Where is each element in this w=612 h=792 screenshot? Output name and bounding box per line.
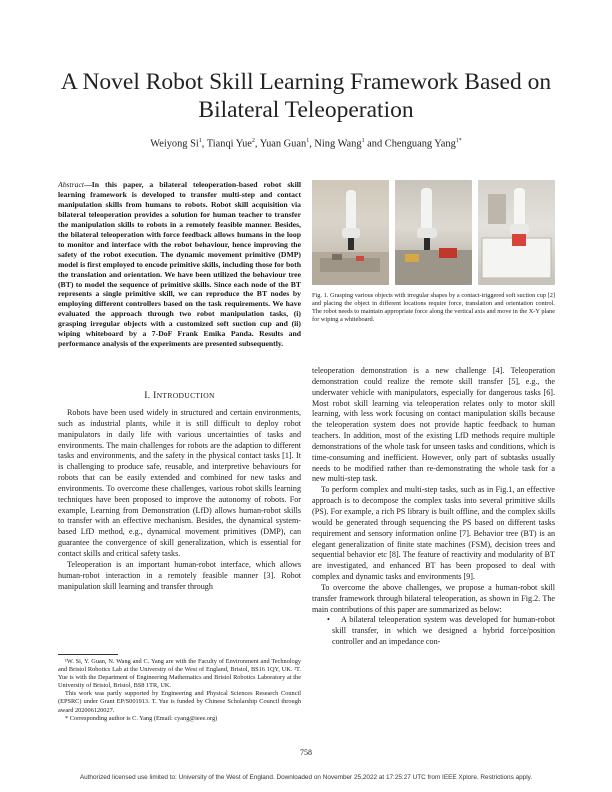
intro-text (58, 408, 301, 592)
author-name: , Tianqi Yue (201, 138, 252, 150)
section-number: I. (144, 390, 151, 401)
figure-photo-wiping (478, 180, 555, 285)
author-name: and Chenguang Yang (364, 138, 456, 150)
section-heading (58, 390, 301, 401)
figure-1 (312, 180, 555, 285)
author-affil: 1 (198, 138, 202, 144)
license-footer: Authorized licensed use limited to: University of the West of England. Downloaded on November 25,2022 at 17:25:27 UTC from IEEE Xplore. Restrictions apply. (79, 774, 533, 781)
section-title-rest: NTRODUCTION (156, 391, 215, 400)
body-paragraph: To perform complex and multi-step tasks, such as in Fig.1, an effective approach is to decompose the complex tasks into several primitive skills (PS). For example, a rich PS library is built offline, and the complex skills would be generated through sequencing the PS based on different tasks requirement and sensory information online [7]. Behavior tree (BT) is an elegant generalization of finite state machines (FSM), decision trees and sequential behavior etc [8]. The feature of reactivity and modularity of BT are investigated, and enhanced BT has been proposed to deal with complex and dynamic tasks and environments [9]. (312, 485, 555, 582)
figure-photo-grasping (312, 180, 389, 285)
robot-placing-photo-illustration (395, 180, 472, 285)
abstract-label: Abstract (58, 180, 85, 189)
abstract (58, 180, 301, 349)
section-title-first: I (153, 390, 157, 401)
author-line (50, 138, 562, 149)
paper-title: A Novel Robot Skill Learning Framework Based on Bilateral Teleoperation (60, 69, 552, 123)
body-paragraph: To overcome the above challenges, we propose a human-robot skill transfer framework through bilateral teleoperation, as shown in Fig.2. The main contributions of this paper are summarized as below: (312, 582, 555, 614)
bullet-text: A bilateral teleoperation system was developed for human-robot skill transfer, in which we designed a hybrid force/position controller and an impedance con- (332, 615, 555, 647)
bullet-dot-icon: • (327, 615, 330, 625)
author-affil: 1 (361, 138, 365, 144)
footnote-affiliations: ¹W. Si, Y. Guan, N. Wang and C. Yang are with the Faculty of Environment and Technology and Bristol Robotics Lab at the University of the West of England, Bristol, BS16 1QY, UK. ²T. Yue is with the Department of Engineering Mathematics and Bristol Robotics Laboratory at the University of Bristol, Bristol, BS8 1TR, UK. (58, 658, 301, 690)
author-affil: 1 (306, 138, 310, 144)
body-paragraph: teleoperation demonstration is a new challenge [4]. Teleoperation demonstration could realize the remote skill transfer [5], e.g., the underwater vehicle with manipulators, especially for dangerous tasks [6]. Most robot skill learning via teleoperation relates only to motor skill learning, with less work focusing on contact manipulation skills because the teleoperation system does not provide haptic feedback to human teachers. In addition, most of the existing LfD methods require multiple demonstrations of the whole task for unseen tasks and conditions, which is time-consuming and inefficient. However, only part of subtasks usually needs to be modified rather than re-demonstrating the whole task for a new multi-step task. (312, 366, 555, 484)
author-name: Weiyong Si (150, 138, 199, 150)
right-column-text (312, 366, 555, 648)
figure-caption: Fig. 1. Grasping various objects with irregular shapes by a contact-triggered soft suction cup [2] and placing the object in different locations require force, translation and orientation control. The robot needs to maintain appropriate force along the vertical axis and move in the X-Y plane for wiping a whiteboard. (312, 292, 555, 324)
figure-photo-placing (395, 180, 472, 285)
intro-paragraph: Teleoperation is an important human-robot interface, which allows human-robot interaction in a remotely feasible manner [3]. Robot manipulation skill learning and transfer through (58, 559, 301, 591)
robot-arm-photo-illustration (312, 180, 389, 285)
author-affil: 2 (251, 138, 255, 144)
author-name: , Yuan Guan (254, 138, 307, 150)
footnote-rule (58, 654, 118, 655)
footnote-corresponding: * Corresponding author is C. Yang (Email: cyang@ieee.org) (65, 714, 218, 722)
page-number: 758 (300, 748, 312, 757)
contribution-bullet (312, 615, 555, 648)
intro-paragraph: Robots have been used widely in structured and certain environments, such as industrial plants, while it is still difficult to deploy robot manipulators in daily life with various uncertainties of tasks and environments. The main challenges for robots are the adaption to different tasks and environments, and the safety in the physical contact tasks [1]. It is challenging to produce safe, reusable, and interpretive behaviours for robots that can be easily extended and combined for new tasks and environments. To overcome these challenges, various robot skills learning techniques have been proposed to improve the autonomy of robots. For example, Learning from Demonstration (LfD) allows human-robot skills to transfer with an effective mechanism. Besides, the dynamical system-based LfD method, e.g., dynamical movement primitives (DMP), can guarantee the convergence of skill generalization, which is essential for contact skills and critical safety tasks. (58, 408, 301, 558)
author-name: , Ning Wang (309, 138, 362, 150)
footnotes (58, 658, 301, 723)
footnote-funding: This work was partly supported by Engineering and Physical Sciences Research Council (EPSRC) under Grant EP/S001913. T. Yue is funded by Chinese Scholarship Council through award 202006120027. (58, 690, 301, 714)
author-affil: 1* (455, 138, 462, 144)
robot-wiping-photo-illustration (478, 180, 555, 285)
abstract-text: —In this paper, a bilateral teleoperation-based robot skill learning framework is developed to transfer multi-step and contact manipulation skills from humans to robots. Robot skill acquisition via bilateral teleoperation provides a solution for human teacher to transfer the manipulation skills to robots in a remotely feasible manner. Besides, the bilateral teleoperation with force feedback allows humans in the loop to monitor and interface with the robot behaviour, hence improving the safety of the robot execution. The dynamic movement primitive (DMP) model is first employed to encode primitive skills, including those for both the translation and orientation. We have been utilized the behaviour tree (BT) to model the sequence of primitive skills. Since each node of the BT represents a single primitive skill, we can reproduce the BT nodes by employing different controllers based on the task requirements. We have evaluated the approach through two robot manipulation tasks, (i) grasping irregular objects with a customized soft suction cup and (ii) wiping whiteboard by a 7-DoF Frank Emika Panda. Results and performance analysis of the experiments are presented subsequently. (58, 180, 301, 349)
